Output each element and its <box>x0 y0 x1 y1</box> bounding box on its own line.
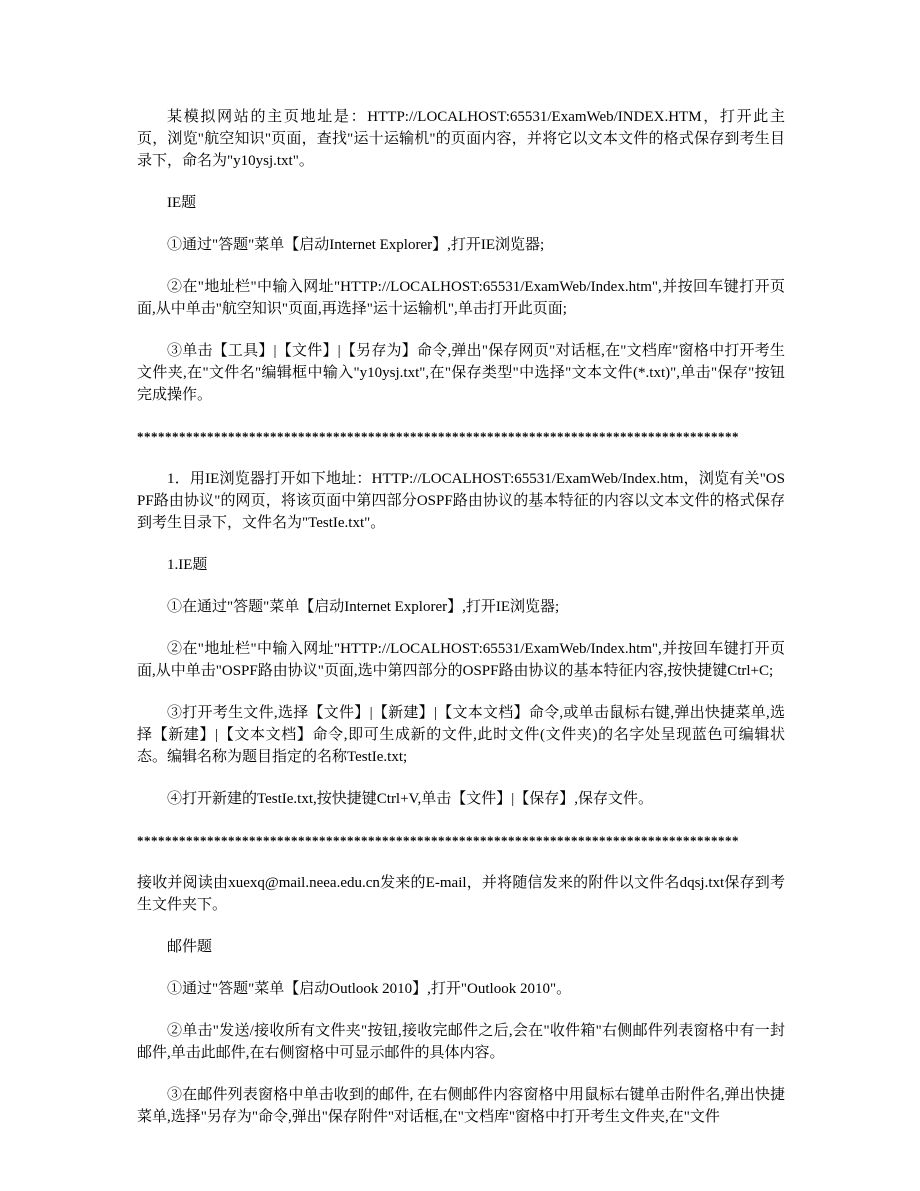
question-3-text: 接收并阅读由xuexq@mail.neea.edu.cn发来的E-mail，并将随信发来的附件以文件名dqsj.txt保存到考生文件夹下。 <box>137 875 785 913</box>
separator-1: ************************************************************************************** <box>137 429 739 444</box>
question-1-step-2: ②在"地址栏"中输入网址"HTTP://LOCALHOST:65531/ExamWeb/Index.htm",并按回车键打开页面,从中单击"航空知识"页面,再选择"运十运输机",单击打开此页面; <box>137 279 785 317</box>
question-2-step-4: ④打开新建的TestIe.txt,按快捷键Ctrl+V,单击【文件】|【保存】,保存文件。 <box>167 791 653 807</box>
question-2-step-3: ③打开考生文件,选择【文件】|【新建】|【文本文档】命令,或单击鼠标右键,弹出快捷菜单,选择【新建】|【文本文档】命令,即可生成新的文件,此时文件(文件夹)的名字处呈现蓝色可编辑状态。编辑名称为题目指定的名称TestIe.txt; <box>137 705 785 765</box>
question-3-heading: 邮件题 <box>167 939 213 955</box>
separator-2: ************************************************************************************** <box>137 833 739 848</box>
question-1-step-3: ③单击【工具】|【文件】|【另存为】命令,弹出"保存网页"对话框,在"文档库"窗格中打开考生文件夹,在"文件名"编辑框中输入"y10ysj.txt",在"保存类型"中选择"文本文件(*.txt)",单击"保存"按钮完成操作。 <box>137 343 785 403</box>
question-1-heading: IE题 <box>167 195 197 211</box>
question-2-step-1: ①在通过"答题"菜单【启动Internet Explorer】,打开IE浏览器; <box>167 599 560 615</box>
question-2-step-2: ②在"地址栏"中输入网址"HTTP://LOCALHOST:65531/ExamWeb/Index.htm",并按回车键打开页面,从中单击"OSPF路由协议"页面,选中第四部分的OSPF路由协议的基本特征内容,按快捷键Ctrl+C; <box>137 641 785 679</box>
document-page <box>137 106 785 1148</box>
question-3-step-2: ②单击"发送/接收所有文件夹"按钮,接收完邮件之后,会在"收件箱"右侧邮件列表窗格中有一封邮件,单击此邮件,在右侧窗格中可显示邮件的具体内容。 <box>137 1023 785 1061</box>
question-2-heading: 1.IE题 <box>167 557 208 573</box>
question-1-text: 某模拟网站的主页地址是：HTTP://LOCALHOST:65531/ExamWeb/INDEX.HTM，打开此主页，浏览"航空知识"页面，查找"运十运输机"的页面内容，并将它以文本文件的格式保存到考生目录下，命名为"y10ysj.txt"。 <box>137 109 785 169</box>
question-3-step-1: ①通过"答题"菜单【启动Outlook 2010】,打开"Outlook 2010"。 <box>167 981 572 997</box>
question-1-step-1: ①通过"答题"菜单【启动Internet Explorer】,打开IE浏览器; <box>167 237 545 253</box>
question-3-step-3: ③在邮件列表窗格中单击收到的邮件, 在右侧邮件内容窗格中用鼠标右键单击附件名,弹出快捷菜单,选择"另存为"命令,弹出"保存附件"对话框,在"文档库"窗格中打开考生文件夹,在"文件 <box>137 1087 785 1125</box>
question-2-text: 1．用IE浏览器打开如下地址：HTTP://LOCALHOST:65531/ExamWeb/Index.htm，浏览有关"OSPF路由协议"的网页，将该页面中第四部分OSPF路由协议的基本特征的内容以文本文件的格式保存到考生目录下，文件名为"TestIe.txt"。 <box>137 471 785 531</box>
